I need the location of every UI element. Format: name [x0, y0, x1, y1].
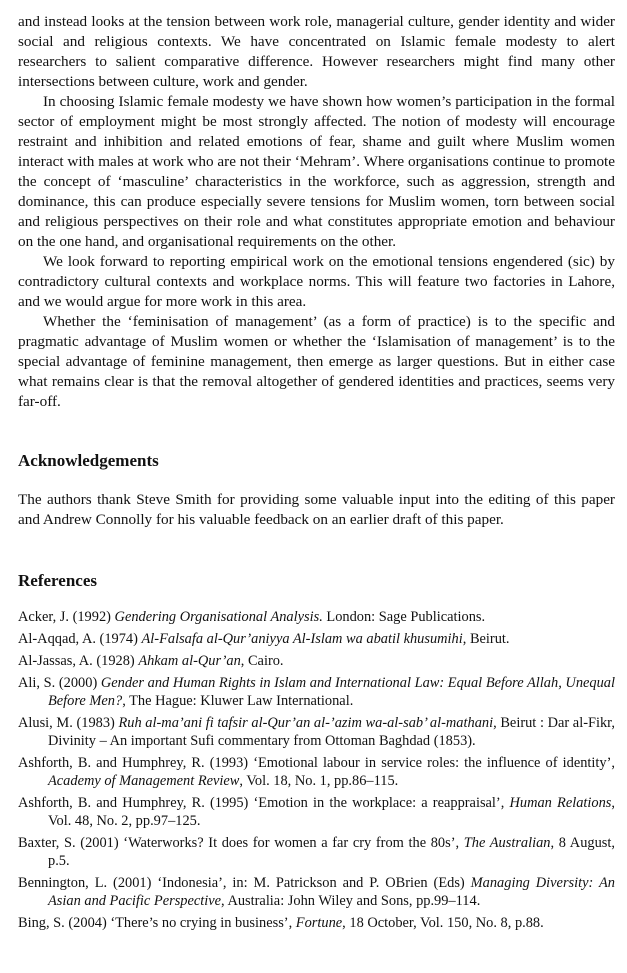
- reference-title: Gendering Organisational Analysis.: [114, 609, 323, 625]
- reference-title: Al-Falsafa al-Qur’aniyya Al-Islam wa abatil khusumihi: [141, 631, 463, 647]
- reference-authors: Al-Jassas, A. (1928): [18, 653, 139, 669]
- reference-title: Human Relations: [509, 795, 612, 811]
- reference-details: , Vol. 48, No. 2, pp.97–125.: [48, 795, 616, 829]
- reference-details: , 18 October, Vol. 150, No. 8, p.88.: [342, 915, 544, 931]
- reference-title: Academy of Management Review: [48, 773, 240, 789]
- reference-authors: Ashforth, B. and Humphrey, R. (1995) ‘Emotion in the workplace: a reappraisal’,: [18, 795, 510, 811]
- acknowledgements-heading: Acknowledgements: [18, 451, 159, 470]
- reference-details: , 8 August, p.5.: [48, 835, 615, 869]
- reference-details: , The Hague: Kluwer Law International.: [122, 693, 354, 709]
- paper-page: [18, 12, 615, 936]
- reference-item: [18, 874, 615, 910]
- references-heading: References: [18, 571, 97, 590]
- reference-authors: Baxter, S. (2001) ‘Waterworks? It does for women a far cry from the 80s’,: [18, 835, 464, 851]
- reference-title: Ahkam al-Qur’an: [138, 653, 241, 669]
- body-paragraph: and instead looks at the tension between work role, managerial culture, gender identity and wider social and religious contexts. We have concentrated on Islamic female modesty to alert researchers to salient comparative difference. However researchers might find many other intersections between culture, work and gender.: [18, 13, 615, 90]
- reference-item: [18, 834, 615, 870]
- reference-item: [18, 914, 615, 932]
- reference-details: , Beirut.: [462, 631, 510, 647]
- reference-authors: Acker, J. (1992): [18, 609, 115, 625]
- reference-title: Ruh al-ma’ani fi tafsir al-Qur’an al-’azim wa-al-sab’ al-mathani: [118, 715, 494, 731]
- reference-details: , Beirut : Dar al-Fikr, Divinity – An important Sufi commentary from Ottoman Baghdad (1853).: [48, 715, 615, 749]
- acknowledgements-text: The authors thank Steve Smith for providing some valuable input into the editing of this paper and Andrew Connolly for his valuable feedback on an earlier draft of this paper.: [18, 491, 615, 528]
- reference-authors: Ali, S. (2000): [18, 675, 101, 691]
- reference-details: , Cairo.: [240, 653, 284, 669]
- reference-title: Gender and Human Rights in Islam and International Law: Equal Before Allah, Unequal Before Men?: [48, 675, 615, 709]
- body-paragraph: Whether the ‘feminisation of management’ (as a form of practice) is to the specific and pragmatic advantage of Muslim women or whether the ‘Islamisation of management’ is to the special advantage of feminine management, then emerge as larger questions. But in either case what remains clear is that the removal altogether of gendered identities and practices, seems very far-off.: [18, 313, 615, 410]
- reference-item: [18, 608, 615, 626]
- reference-details: , Australia: John Wiley and Sons, pp.99–114.: [221, 893, 481, 909]
- reference-item: [18, 714, 615, 750]
- reference-authors: Alusi, M. (1983): [18, 715, 119, 731]
- reference-authors: Ashforth, B. and Humphrey, R. (1993) ‘Emotional labour in service roles: the influence of identity’,: [18, 755, 615, 771]
- body-paragraph: We look forward to reporting empirical work on the emotional tensions engendered (sic) by contradictory cultural contexts and workplace norms. This will feature two factories in Lahore, and we would argue for more work in this area.: [18, 253, 615, 310]
- reference-item: [18, 674, 615, 710]
- reference-item: [18, 794, 615, 830]
- reference-item: [18, 754, 615, 790]
- reference-details: London: Sage Publications.: [322, 609, 486, 625]
- reference-authors: Bennington, L. (2001) ‘Indonesia’, in: M. Patrickson and P. OBrien (Eds): [18, 875, 471, 891]
- reference-details: , Vol. 18, No. 1, pp.86–115.: [239, 773, 399, 789]
- body-paragraph: In choosing Islamic female modesty we have shown how women’s participation in the formal sector of employment might be most strongly affected. The notion of modesty will encourage restraint and inhibition and related emotions of fear, shame and guilt where Muslim women interact with males at work who are not their ‘Mehram’. Where organisations continue to promote the concept of ‘masculine’ characteristics in the workforce, such as aggression, strength and dominance, this can produce especially severe tensions for Muslim women, torn between social and religious perspectives on their role and what constitutes appropriate emotion and behaviour on the one hand, and organisational requirements on the other.: [18, 93, 615, 250]
- reference-item: [18, 630, 615, 648]
- reference-authors: Al-Aqqad, A. (1974): [18, 631, 142, 647]
- reference-list: [18, 608, 615, 932]
- reference-title: Fortune: [295, 915, 343, 931]
- reference-title: The Australian: [463, 835, 551, 851]
- reference-authors: Bing, S. (2004) ‘There’s no crying in business’,: [18, 915, 296, 931]
- reference-item: [18, 652, 615, 670]
- reference-title: Managing Diversity: An Asian and Pacific Perspective: [48, 875, 615, 909]
